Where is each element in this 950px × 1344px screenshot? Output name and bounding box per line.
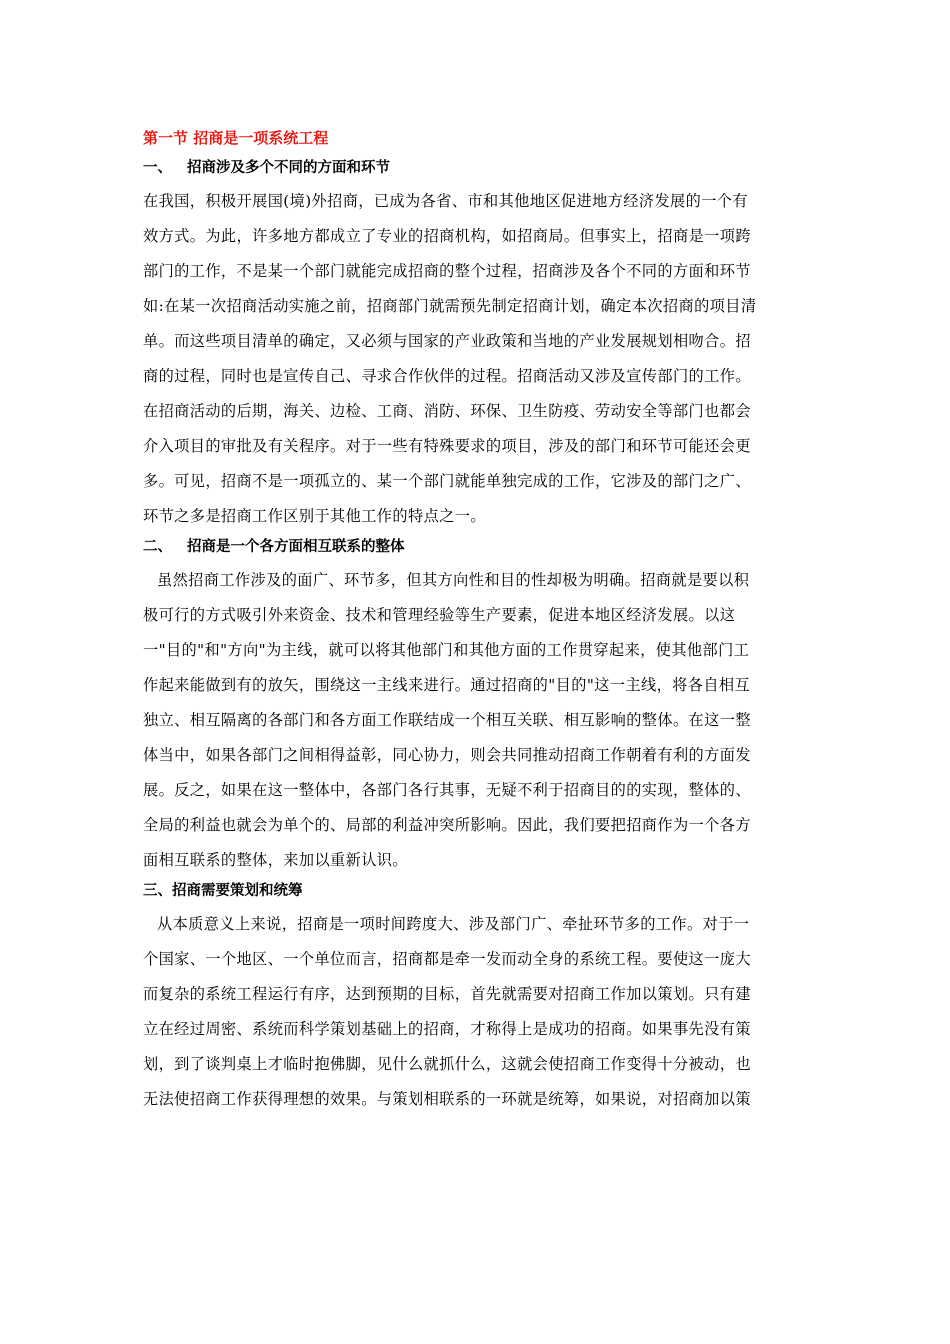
paragraph-line: 而复杂的系统工程运行有序，达到预期的目标，首先就需要对招商工作加以策划。只有建 — [143, 985, 751, 1003]
paragraph-line: 立在经过周密、系统而科学策划基础上的招商，才称得上是成功的招商。如果事先没有策 — [143, 1020, 751, 1038]
heading-1-number: 一、 — [143, 160, 172, 176]
paragraph-line: 面相互联系的整体，来加以重新认识。 — [143, 851, 408, 869]
paragraph-line: 介入项目的审批及有关程序。对于一些有特殊要求的项目，涉及的部门和环节可能还会更 — [143, 437, 751, 455]
paragraph-3 — [143, 907, 811, 1117]
paragraph-line: 极可行的方式吸引外来资金、技术和管理经验等生产要素，促进本地区经济发展。以这 — [143, 606, 736, 624]
paragraph-line: 从本质意义上来说，招商是一项时间跨度大、涉及部门广、牵扯环节多的工作。对于一 — [157, 915, 750, 933]
paragraph-line: 效方式。为此，许多地方都成立了专业的招商机构，如招商局。但事实上，招商是一项跨 — [143, 227, 751, 245]
document-body — [143, 125, 811, 1117]
paragraph-line: 单。而这些项目清单的确定，又必须与国家的产业政策和当地的产业发展规划相吻合。招 — [143, 332, 751, 350]
heading-3-title: 招商需要策划和统筹 — [172, 883, 303, 899]
paragraph-line: 个国家、一个地区、一个单位而言，招商都是牵一发而动全身的系统工程。要使这一庞大 — [143, 950, 751, 968]
heading-1 — [143, 155, 811, 181]
paragraph-line: 体当中，如果各部门之间相得益彰，同心协力，则会共同推动招商工作朝着有利的方面发 — [143, 746, 751, 764]
paragraph-line: 虽然招商工作涉及的面广、环节多，但其方向性和目的性却极为明确。招商就是要以积 — [157, 571, 750, 589]
paragraph-line: 商的过程，同时也是宣传自己、寻求合作伙伴的过程。招商活动又涉及宣传部门的工作。 — [143, 367, 751, 385]
paragraph-line: 作起来能做到有的放矢，围绕这一主线来进行。通过招商的"目的"这一主线，将各自相互 — [143, 676, 751, 694]
heading-3-number: 三、 — [143, 883, 172, 899]
heading-2 — [143, 534, 811, 560]
heading-1-title: 招商涉及多个不同的方面和环节 — [187, 160, 390, 176]
paragraph-line: 在我国，积极开展国(境)外招商，已成为各省、市和其他地区促进地方经济发展的一个有 — [143, 192, 748, 210]
paragraph-line: 独立、相互隔离的各部门和各方面工作联结成一个相互关联、相互影响的整体。在这一整 — [143, 711, 751, 729]
paragraph-line: 无法使招商工作获得理想的效果。与策划相联系的一环就是统筹，如果说，对招商加以策 — [143, 1090, 751, 1108]
paragraph-line: 在招商活动的后期，海关、边检、工商、消防、环保、卫生防疫、劳动安全等部门也都会 — [143, 402, 751, 420]
paragraph-line: 部门的工作，不是某一个部门就能完成招商的整个过程，招商涉及各个不同的方面和环节 — [143, 262, 751, 280]
paragraph-line: 如:在某一次招商活动实施之前，招商部门就需预先制定招商计划，确定本次招商的项目清 — [143, 297, 757, 315]
heading-2-title: 招商是一个各方面相互联系的整体 — [187, 539, 405, 555]
heading-2-number: 二、 — [143, 539, 172, 555]
paragraph-line: 多。可见，招商不是一项孤立的、某一个部门就能单独完成的工作，它涉及的部门之广、 — [143, 472, 751, 490]
heading-3 — [143, 878, 811, 904]
paragraph-line: 环节之多是招商工作区别于其他工作的特点之一。 — [143, 507, 486, 525]
paragraph-line: 一"目的"和"方向"为主线，就可以将其他部门和其他方面的工作贯穿起来，使其他部门工 — [143, 641, 750, 659]
paragraph-1 — [143, 184, 811, 534]
section-title: 第一节 招商是一项系统工程 — [143, 129, 329, 147]
paragraph-line: 划，到了谈判桌上才临时抱佛脚，见什么就抓什么，这就会使招商工作变得十分被动，也 — [143, 1055, 751, 1073]
paragraph-line: 全局的利益也就会为单个的、局部的利益冲突所影响。因此，我们要把招商作为一个各方 — [143, 816, 751, 834]
paragraph-line: 展。反之，如果在这一整体中，各部门各行其事，无疑不利于招商目的的实现，整体的、 — [143, 781, 751, 799]
paragraph-2 — [143, 563, 811, 878]
